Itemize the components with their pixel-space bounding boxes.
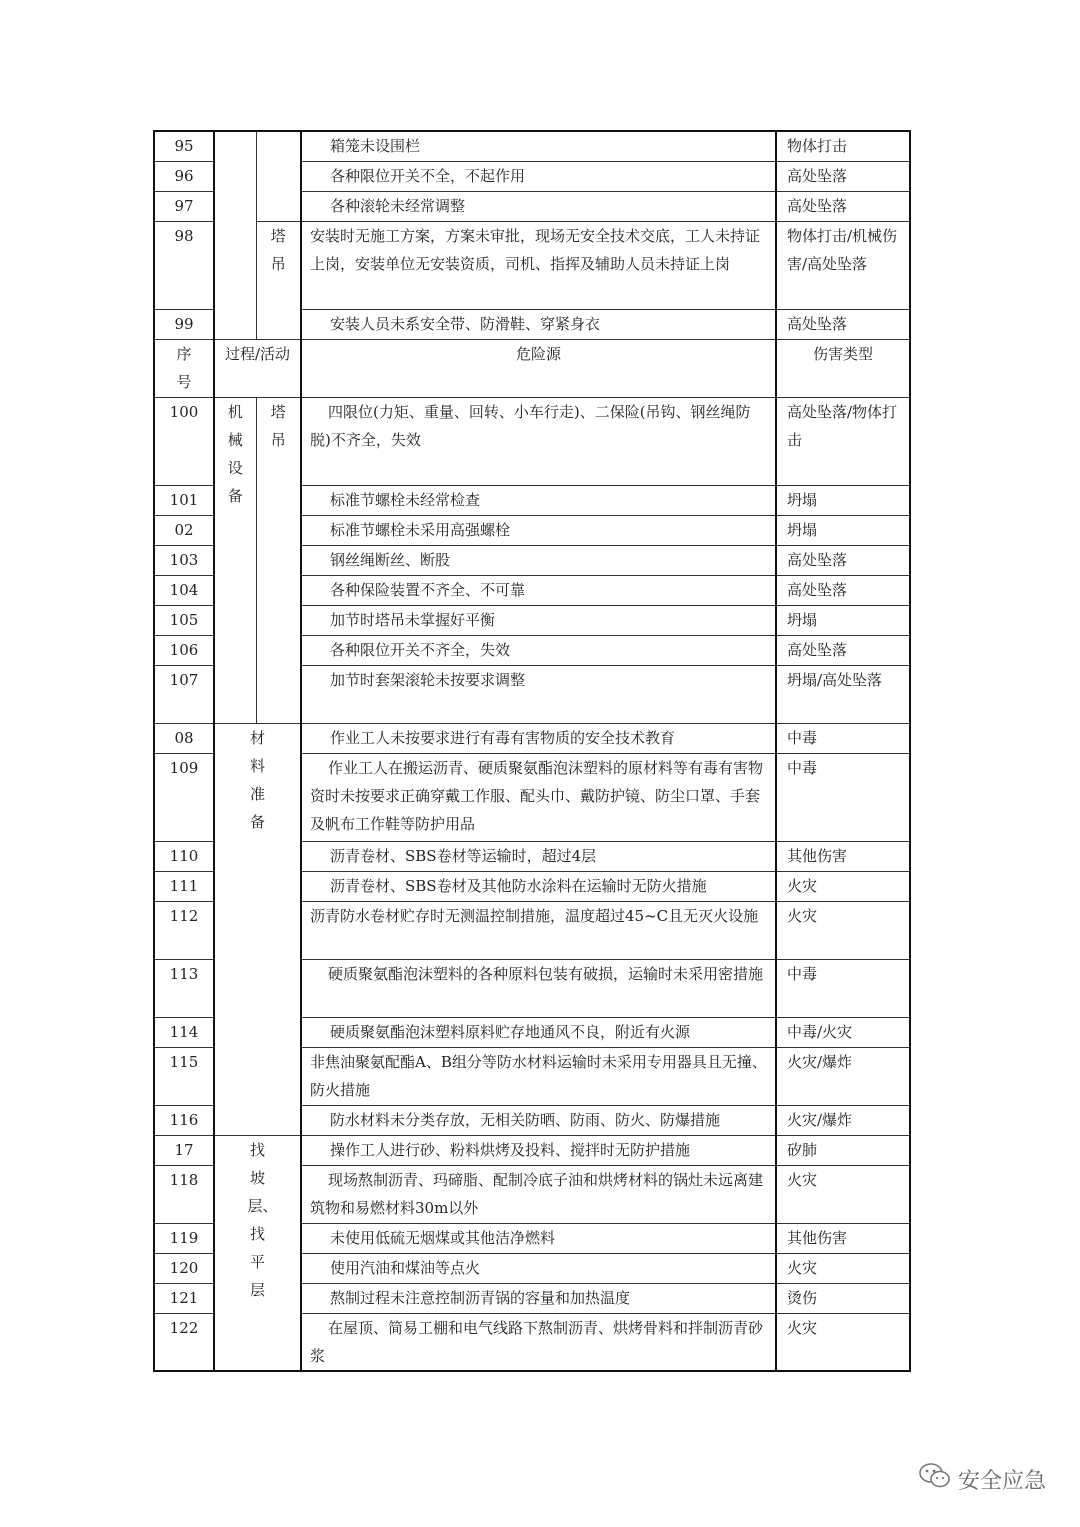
row-number: 112 <box>154 901 214 959</box>
row-number: 107 <box>154 665 214 723</box>
hazard-source: 沥青防水卷材贮存时无测温控制措施，温度超过45~C且无灭火设施 <box>301 901 776 959</box>
subprocess-tower-crane <box>256 397 301 723</box>
hazard-source: 安装人员未系安全带、防滑鞋、穿紧身衣 <box>301 309 776 339</box>
row-number: 103 <box>154 545 214 575</box>
injury-type: 中毒 <box>776 753 910 841</box>
hazard-source: 加节时塔吊未掌握好平衡 <box>301 605 776 635</box>
row-number: 114 <box>154 1017 214 1047</box>
hazard-source: 沥青卷材、SBS卷材等运输时，超过4层 <box>301 841 776 871</box>
injury-type: 坍塌/高处坠落 <box>776 665 910 723</box>
hazard-source: 加节时套架滚轮未按要求调整 <box>301 665 776 723</box>
injury-type: 中毒 <box>776 723 910 753</box>
header-row <box>154 339 910 397</box>
wechat-icon <box>918 1462 952 1496</box>
row-number: 119 <box>154 1223 214 1253</box>
hazard-source: 硬质聚氨酯泡沫塑料原料贮存地通风不良，附近有火源 <box>301 1017 776 1047</box>
injury-type: 物体打击 <box>776 131 910 161</box>
row-number: 111 <box>154 871 214 901</box>
injury-type: 其他伤害 <box>776 1223 910 1253</box>
hazard-source: 四限位(力矩、重量、回转、小车行走)、二保险(吊钩、钢丝绳防脱)不齐全，失效 <box>301 397 776 485</box>
hazard-source: 各种限位开关不齐全，失效 <box>301 635 776 665</box>
hazard-table <box>153 130 911 1372</box>
injury-type: 高处坠落 <box>776 309 910 339</box>
table-row <box>154 131 910 161</box>
injury-type: 坍塌 <box>776 485 910 515</box>
hazard-source: 作业工人未按要求进行有毒有害物质的安全技术教育 <box>301 723 776 753</box>
injury-type: 高处坠落 <box>776 575 910 605</box>
table-row <box>154 1135 910 1165</box>
header-injury: 伤害类型 <box>776 339 910 397</box>
injury-type: 火灾 <box>776 1253 910 1283</box>
injury-type: 火灾 <box>776 871 910 901</box>
hazard-source: 现场熬制沥青、玛碲脂、配制冷底子油和烘烤材料的锅灶未远离建筑物和易燃材料30m以外 <box>301 1165 776 1223</box>
injury-type: 火灾/爆炸 <box>776 1047 910 1105</box>
row-number: 100 <box>154 397 214 485</box>
row-number: 95 <box>154 131 214 161</box>
hazard-source: 未使用低硫无烟煤或其他洁净燃料 <box>301 1223 776 1253</box>
injury-type: 高处坠落 <box>776 191 910 221</box>
injury-type: 坍塌 <box>776 515 910 545</box>
hazard-source: 各种保险装置不齐全、不可靠 <box>301 575 776 605</box>
row-number: 97 <box>154 191 214 221</box>
row-number: 08 <box>154 723 214 753</box>
row-number: 115 <box>154 1047 214 1105</box>
row-number: 106 <box>154 635 214 665</box>
hazard-source: 操作工人进行砂、粉料烘烤及投料、搅拌时无防护措施 <box>301 1135 776 1165</box>
injury-type: 中毒 <box>776 959 910 1017</box>
subprocess-cell-empty <box>256 131 301 221</box>
watermark-text: 安全应急 <box>957 1468 1046 1494</box>
row-number: 122 <box>154 1313 214 1371</box>
injury-type: 中毒/火灾 <box>776 1017 910 1047</box>
header-seq: 序号 <box>154 339 214 397</box>
hazard-source: 熬制过程未注意控制沥青锅的容量和加热温度 <box>301 1283 776 1313</box>
hazard-source: 非焦油聚氨配酯A、B组分等防水材料运输时未采用专用器具且无撞、防火措施 <box>301 1047 776 1105</box>
injury-type: 高处坠落/物体打击 <box>776 397 910 485</box>
table-row <box>154 397 910 485</box>
hazard-source: 硬质聚氨酯泡沫塑料的各种原料包装有破损，运输时未采用密措施 <box>301 959 776 1017</box>
injury-type: 火灾 <box>776 901 910 959</box>
hazard-source: 使用汽油和煤油等点火 <box>301 1253 776 1283</box>
injury-type: 高处坠落 <box>776 635 910 665</box>
process-leveling <box>214 1135 301 1371</box>
row-number: 120 <box>154 1253 214 1283</box>
hazard-source: 箱笼未设围栏 <box>301 131 776 161</box>
hazard-source: 标准节螺栓未经常检查 <box>301 485 776 515</box>
subprocess-tower-crane <box>256 221 301 339</box>
process-label: 找坡层、找平层 <box>247 1140 278 1299</box>
table-row <box>154 723 910 753</box>
hazard-source: 各种限位开关不全，不起作用 <box>301 161 776 191</box>
injury-type: 高处坠落 <box>776 161 910 191</box>
row-number: 02 <box>154 515 214 545</box>
injury-type: 烫伤 <box>776 1283 910 1313</box>
process-cell-empty <box>214 131 256 339</box>
row-number: 17 <box>154 1135 214 1165</box>
injury-type: 高处坠落 <box>776 545 910 575</box>
row-number: 109 <box>154 753 214 841</box>
hazard-source: 在屋顶、简易工棚和电气线路下熬制沥青、烘烤骨料和拌制沥青砂浆 <box>301 1313 776 1371</box>
row-number: 104 <box>154 575 214 605</box>
hazard-source: 沥青卷材、SBS卷材及其他防水涂料在运输时无防火措施 <box>301 871 776 901</box>
injury-type: 矽肺 <box>776 1135 910 1165</box>
row-number: 98 <box>154 221 214 309</box>
row-number: 113 <box>154 959 214 1017</box>
row-number: 101 <box>154 485 214 515</box>
hazard-source: 防水材料未分类存放，无相关防晒、防雨、防火、防爆措施 <box>301 1105 776 1135</box>
table-row <box>154 221 910 309</box>
subprocess-label: 塔吊 <box>270 226 286 273</box>
row-number: 121 <box>154 1283 214 1313</box>
hazard-source: 各种滚轮未经常调整 <box>301 191 776 221</box>
header-hazard: 危险源 <box>301 339 776 397</box>
subprocess-label: 塔吊 <box>270 402 286 449</box>
watermark <box>918 1462 1046 1496</box>
process-label: 材料准备 <box>249 728 265 831</box>
row-number: 96 <box>154 161 214 191</box>
process-materials <box>214 723 301 1135</box>
row-number: 110 <box>154 841 214 871</box>
hazard-source: 安装时无施工方案，方案未审批，现场无安全技术交底，工人未持证上岗，安装单位无安装资质，司机、指挥及辅助人员未持证上岗 <box>301 221 776 309</box>
row-number: 105 <box>154 605 214 635</box>
process-machinery <box>214 397 256 723</box>
row-number: 116 <box>154 1105 214 1135</box>
injury-type: 火灾 <box>776 1313 910 1371</box>
hazard-source: 作业工人在搬运沥青、硬质聚氨酯泡沫塑料的原材料等有毒有害物资时未按要求正确穿戴工作服、配头巾、戴防护镜、防尘口罩、手套及帆布工作鞋等防护用品 <box>301 753 776 841</box>
injury-type: 其他伤害 <box>776 841 910 871</box>
hazard-source: 钢丝绳断丝、断股 <box>301 545 776 575</box>
injury-type: 坍塌 <box>776 605 910 635</box>
injury-type: 火灾 <box>776 1165 910 1223</box>
row-number: 99 <box>154 309 214 339</box>
injury-type: 物体打击/机械伤害/高处坠落 <box>776 221 910 309</box>
injury-type: 火灾/爆炸 <box>776 1105 910 1135</box>
process-label: 机械设备 <box>227 402 243 505</box>
hazard-source: 标准节螺栓未采用高强螺栓 <box>301 515 776 545</box>
row-number: 118 <box>154 1165 214 1223</box>
header-process: 过程/活动 <box>214 339 301 397</box>
